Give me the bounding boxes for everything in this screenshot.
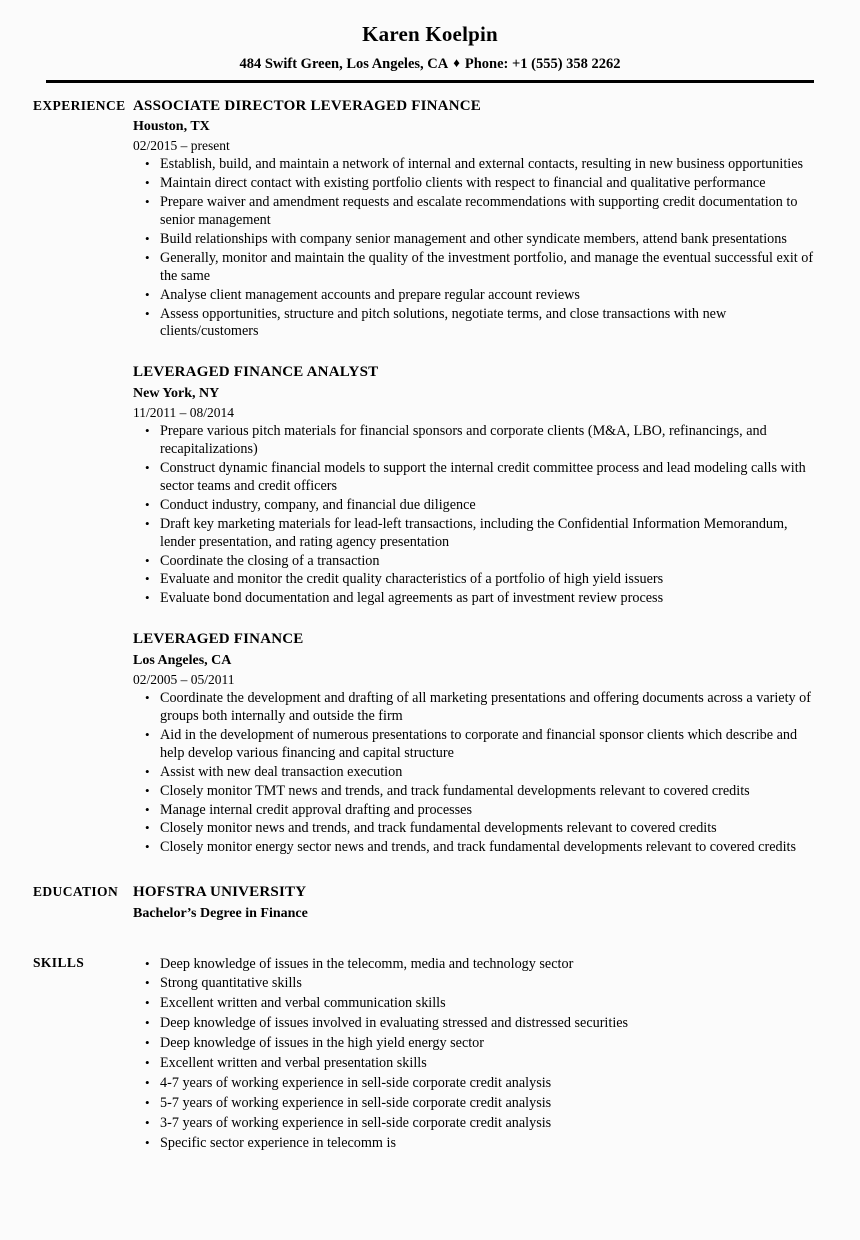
job-bullet: • Evaluate and monitor the credit quality characteristics of a portfolio of high yield issuers xyxy=(133,571,820,589)
job-bullet: • Closely monitor energy sector news and trends, and track fundamental developments relevant to covered credits xyxy=(133,839,820,857)
education-body xyxy=(133,883,860,923)
job-bullet: • Establish, build, and maintain a network of internal and external contacts, resulting in new business opportunities xyxy=(133,156,820,174)
job-bullet: • Analyse client management accounts and prepare regular account reviews xyxy=(133,287,820,305)
job-bullet: • Aid in the development of numerous presentations to corporate and financial sponsor clients which describe and help develop various financing and capital structure xyxy=(133,727,820,763)
skill-bullet: • Deep knowledge of issues in the high yield energy sector xyxy=(133,1035,820,1053)
job-bullet: • Closely monitor news and trends, and track fundamental developments relevant to covered credits xyxy=(133,820,820,838)
job-bullet: • Prepare waiver and amendment requests and escalate recommendations with supporting credit documentation to senior management xyxy=(133,194,820,230)
job-bullet: • Build relationships with company senior management and other syndicate members, attend bank presentations xyxy=(133,231,820,249)
diamond-separator-icon: ♦ xyxy=(453,55,460,71)
skill-bullet: • 5-7 years of working experience in sell-side corporate credit analysis xyxy=(133,1095,820,1113)
job-bullet: • Assist with new deal transaction execution xyxy=(133,764,820,782)
education-degree: Bachelor’s Degree in Finance xyxy=(133,905,308,921)
job-bullet: • Maintain direct contact with existing portfolio clients with respect to financial and qualitative performance xyxy=(133,175,820,193)
job-dates: 02/2005 – 05/2011 xyxy=(133,671,235,687)
job-title: LEVERAGED FINANCE xyxy=(133,631,304,648)
job-bullet-list xyxy=(133,156,820,341)
job-entry xyxy=(133,97,820,342)
skills-bullet-list xyxy=(133,956,820,1153)
skill-bullet: • Excellent written and verbal communication skills xyxy=(133,995,820,1013)
contact-address: 484 Swift Green, Los Angeles, CA xyxy=(239,56,449,73)
job-bullet-list xyxy=(133,690,820,857)
section-education xyxy=(0,883,860,923)
skill-bullet: • Deep knowledge of issues in the telecomm, media and technology sector xyxy=(133,956,820,974)
job-title: LEVERAGED FINANCE ANALYST xyxy=(133,364,379,381)
job-title: ASSOCIATE DIRECTOR LEVERAGED FINANCE xyxy=(133,97,481,114)
job-bullet: • Conduct industry, company, and financial due diligence xyxy=(133,497,820,515)
job-dates: 11/2011 – 08/2014 xyxy=(133,404,234,420)
skill-bullet: • Strong quantitative skills xyxy=(133,975,820,993)
job-location: New York, NY xyxy=(133,385,220,401)
job-entry xyxy=(133,363,820,608)
job-bullet: • Coordinate the closing of a transaction xyxy=(133,553,820,571)
job-bullet: • Generally, monitor and maintain the quality of the investment portfolio, and manage the eventual successful exit of the same xyxy=(133,250,820,286)
skill-bullet: • Deep knowledge of issues involved in evaluating stressed and distressed securities xyxy=(133,1015,820,1033)
skill-bullet: • Specific sector experience in telecomm is xyxy=(133,1135,820,1153)
section-experience xyxy=(0,97,860,858)
contact-line xyxy=(0,56,860,73)
section-skills xyxy=(0,954,860,1153)
section-label-experience: EXPERIENCE xyxy=(33,97,126,113)
job-location: Houston, TX xyxy=(133,119,210,135)
job-entry xyxy=(133,630,820,857)
job-location: Los Angeles, CA xyxy=(133,652,232,668)
job-bullet-list xyxy=(133,423,820,608)
experience-body xyxy=(133,97,860,858)
resume-content xyxy=(0,97,860,1153)
section-label-skills: SKILLS xyxy=(33,954,85,970)
job-bullet: • Assess opportunities, structure and pitch solutions, negotiate terms, and close transactions with new clients/customers xyxy=(133,306,820,342)
resume-header xyxy=(0,0,860,83)
education-school: HOFSTRA UNIVERSITY xyxy=(133,884,307,901)
skills-body xyxy=(133,954,860,1153)
section-label-education: EDUCATION xyxy=(33,884,119,900)
job-bullet: • Construct dynamic financial models to support the internal credit committee process and lead modeling calls with sector teams and credit officers xyxy=(133,460,820,496)
job-bullet: • Prepare various pitch materials for financial sponsors and corporate clients (M&A, LBO, refinancings, and recapitalizations) xyxy=(133,423,820,459)
job-bullet: • Closely monitor TMT news and trends, and track fundamental developments relevant to covered credits xyxy=(133,783,820,801)
contact-phone: Phone: +1 (555) 358 2262 xyxy=(464,56,621,73)
header-divider xyxy=(46,80,814,83)
job-dates: 02/2015 – present xyxy=(133,137,230,153)
skill-bullet: • 3-7 years of working experience in sell-side corporate credit analysis xyxy=(133,1115,820,1133)
job-bullet: • Draft key marketing materials for lead-left transactions, including the Confidential Information Memorandum, lender presentation, and rating agency presentation xyxy=(133,516,820,552)
job-bullet: • Evaluate bond documentation and legal agreements as part of investment review process xyxy=(133,590,820,608)
skill-bullet: • 4-7 years of working experience in sell-side corporate credit analysis xyxy=(133,1075,820,1093)
job-bullet: • Coordinate the development and drafting of all marketing presentations and offering documents across a variety of groups both internally and outside the firm xyxy=(133,690,820,726)
candidate-name: Karen Koelpin xyxy=(362,22,498,46)
job-bullet: • Manage internal credit approval drafting and processes xyxy=(133,802,820,820)
skill-bullet: • Excellent written and verbal presentation skills xyxy=(133,1055,820,1073)
